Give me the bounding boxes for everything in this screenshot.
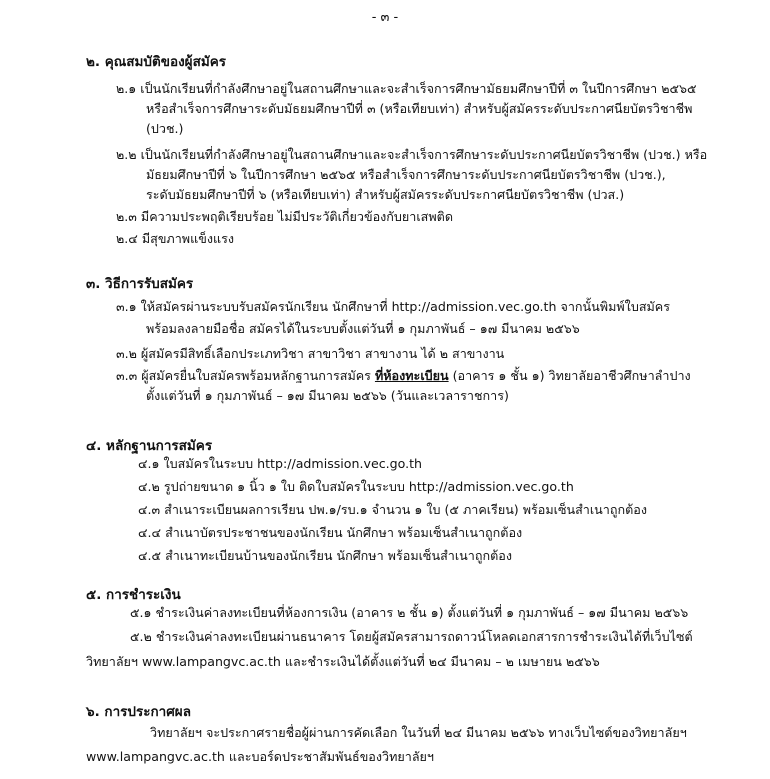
item-5-2-line-2: วิทยาลัยฯ www.lampangvc.ac.th และชำระเงินได้ตั้งแต่วันที่ ๒๔ มีนาคม – ๒ เมษายน ๒๕๖๖ [86,654,600,669]
item-3-1-line-2: พร้อมลงลายมือชื่อ สมัครได้ในระบบตั้งแต่วันที่ ๑ กุมภาพันธ์ – ๑๗ มีนาคม ๒๕๖๖ [146,321,580,336]
item-2-1-line-3: (ปวช.) [146,121,184,136]
item-3-1-line-1: ๓.๑ ให้สมัครผ่านระบบรับสมัครนักเรียน นักศึกษาที่ http://admission.vec.go.th จากนั้นพิมพ์ใบสมัคร [116,299,670,314]
item-4-4: ๔.๔ สำเนาบัตรประชาชนของนักเรียน นักศึกษา พร้อมเซ็นสำเนาถูกต้อง [138,525,523,540]
page-number: - ๓ - [371,10,399,25]
announcement-line-2: www.lampangvc.ac.th และบอร์ดประชาสัมพันธ์ของวิทยาลัยฯ [86,749,435,764]
item-3-2: ๓.๒ ผู้สมัครมีสิทธิ์เลือกประเภทวิชา สาขาวิชา สาขางาน ได้ ๒ สาขางาน [116,346,505,361]
section-3-title: ๓. วิธีการรับสมัคร [86,276,194,292]
registration-room-emphasis: ที่ห้องทะเบียน [374,368,449,383]
announcement-line-1: วิทยาลัยฯ จะประกาศรายชื่อผู้ผ่านการคัดเลือก ในวันที่ ๒๔ มีนาคม ๒๕๖๖ ทางเว็บไซต์ของวิทยาลัยฯ [150,725,687,740]
section-6-title: ๖. การประกาศผล [86,704,191,720]
section-4-title: ๔. หลักฐานการสมัคร [86,438,213,454]
item-3-3-line-1 [116,367,691,385]
item-5-2-line-1: ๕.๒ ชำระเงินค่าลงทะเบียนผ่านธนาคาร โดยผู้สมัครสามารถดาวน์โหลดเอกสารการชำระเงินได้ที่เว็บไซต์ [130,629,693,644]
item-2-1-line-2: หรือสำเร็จการศึกษาระดับมัธยมศึกษาปีที่ ๓ (หรือเทียบเท่า) สำหรับผู้สมัครระดับประกาศนียบัตรวิชาชีพ [146,101,693,116]
item-4-2: ๔.๒ รูปถ่ายขนาด ๑ นิ้ว ๑ ใบ ติดใบสมัครในระบบ http://admission.vec.go.th [138,479,574,494]
item-3-3-line-2: ตั้งแต่วันที่ ๑ กุมภาพันธ์ – ๑๗ มีนาคม ๒๕๖๖ (วันและเวลาราชการ) [146,388,509,403]
section-2-title: ๒. คุณสมบัติของผู้สมัคร [86,54,227,70]
item-2-3: ๒.๓ มีความประพฤติเรียบร้อย ไม่มีประวัติเกี่ยวข้องกับยาเสพติด [116,209,453,224]
item-2-2-line-1: ๒.๒ เป็นนักเรียนที่กำลังศึกษาอยู่ในสถานศึกษาและจะสำเร็จการศึกษาระดับประกาศนียบัตรวิชาชีพ (ปวช.) หรือ [116,147,708,162]
item-2-4: ๒.๔ มีสุขภาพแข็งแรง [116,231,235,246]
item-3-3-text-a: ๓.๓ ผู้สมัครยื่นใบสมัครพร้อมหลักฐานการสมัคร [116,368,375,383]
section-5-title: ๕. การชำระเงิน [86,587,181,603]
item-3-3-text-c: (อาคาร ๑ ชั้น ๑) วิทยาลัยอาชีวศึกษาลำปาง [448,368,691,383]
item-2-2-line-2: มัธยมศึกษาปีที่ ๖ ในปีการศึกษา ๒๕๖๕ หรือสำเร็จการศึกษาระดับประกาศนียบัตรวิชาชีพ (ปวช.), [146,167,666,182]
item-2-2-line-3: ระดับมัธยมศึกษาปีที่ ๖ (หรือเทียบเท่า) สำหรับผู้สมัครระดับประกาศนียบัตรวิชาชีพ (ปวส.) [146,187,625,202]
item-4-5: ๔.๕ สำเนาทะเบียนบ้านของนักเรียน นักศึกษา พร้อมเซ็นสำเนาถูกต้อง [138,548,512,563]
item-5-1: ๕.๑ ชำระเงินค่าลงทะเบียนที่ห้องการเงิน (อาคาร ๒ ชั้น ๑) ตั้งแต่วันที่ ๑ กุมภาพันธ์ – ๑๗ มีนาคม ๒๕๖๖ [130,605,689,620]
item-4-3: ๔.๓ สำเนาระเบียนผลการเรียน ปพ.๑/รบ.๑ จำนวน ๑ ใบ (๕ ภาคเรียน) พร้อมเซ็นสำเนาถูกต้อง [138,502,648,517]
item-4-1: ๔.๑ ใบสมัครในระบบ http://admission.vec.go.th [138,456,423,471]
item-2-1-line-1: ๒.๑ เป็นนักเรียนที่กำลังศึกษาอยู่ในสถานศึกษาและจะสำเร็จการศึกษามัธยมศึกษาปีที่ ๓ ในปีการศึกษา ๒๕๖๕ [116,81,697,96]
